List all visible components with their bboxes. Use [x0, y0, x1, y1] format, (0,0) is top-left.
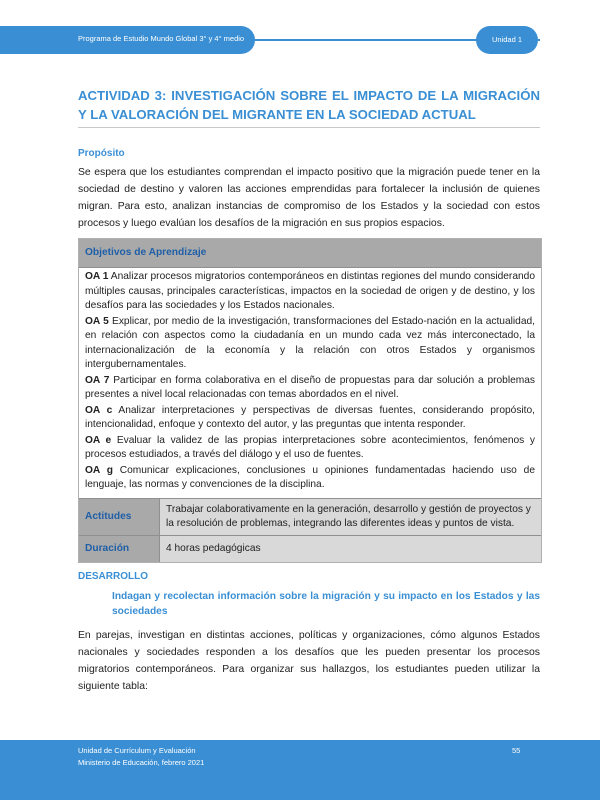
objective-item: [85, 434, 535, 463]
unit-badge: Unidad 1: [476, 26, 538, 54]
development-text: En parejas, investigan en distintas acciones, políticas y organizaciones, cómo algunos Estados nacionales y sociedades responden a los desafíos que les pueden presentar los procesos migratorios contemporáneos. Para organizar sus hallazgos, los estudiantes pueden utilizar la siguiente tabla:: [78, 630, 540, 692]
objective-text: Analizar interpretaciones y perspectivas de diversas fuentes, considerando propósito, intencionalidad, enfoque y contexto del autor, y las preguntas que intenta responder.: [85, 404, 535, 430]
objective-code: OA g: [85, 464, 113, 476]
duration-row: [79, 535, 541, 562]
attitudes-text: Trabajar colaborativamente en la generación, desarrollo y gestión de proyectos y la resolución de problemas, integrando las diferentes ideas y puntos de vista.: [160, 499, 541, 535]
activity-title: ACTIVIDAD 3: INVESTIGACIÓN SOBRE EL IMPACTO DE LA MIGRACIÓN Y LA VALORACIÓN DEL MIGRANTE EN LA SOCIEDAD ACTUAL: [78, 88, 540, 122]
objective-item: [85, 464, 535, 493]
duration-label: Duración: [79, 536, 160, 562]
title-divider: [78, 127, 540, 128]
objective-code: OA e: [85, 434, 112, 446]
objective-item: [85, 374, 535, 403]
footer-unit: Unidad de Currículum y Evaluación: [78, 746, 196, 755]
objectives-list: [79, 268, 541, 498]
objective-text: Analizar procesos migratorios contemporáneos en distintas regiones del mundo considerando múltiples causas, principales características, impactos en la sociedad de origen y de destino, y los desafíos para las sociedades y los Estados nacionales.: [85, 271, 535, 311]
objectives-heading: Objetivos de Aprendizaje: [79, 239, 541, 268]
objective-code: OA 5: [85, 315, 109, 327]
objective-code: OA 7: [85, 374, 110, 386]
objective-text: Explicar, por medio de la investigación, transformaciones del Estado-nación en la actualidad, en relación con aspectos como la ciudadanía en un mundo cada vez más interconectado, la internacionalización de la economía y la relación con otros Estados y organismos intergubernamentales.: [85, 315, 535, 370]
attitudes-row: [79, 498, 541, 535]
objectives-table: [78, 238, 542, 563]
objective-text: Participar en forma colaborativa en el diseño de propuestas para dar solución a problemas presentes a nivel local relacionadas con temas abordados en el nivel.: [85, 374, 536, 400]
objective-code: OA 1: [85, 271, 109, 282]
program-title: Programa de Estudio Mundo Global 3° y 4° medio: [78, 34, 245, 43]
footer-ministry: Ministerio de Educación, febrero 2021: [78, 758, 205, 767]
objective-text: Comunicar explicaciones, conclusiones u opiniones fundamentadas haciendo uso de lenguaje, las normas y convenciones de la disciplina.: [85, 464, 535, 490]
objective-item: [85, 270, 535, 314]
objective-item: [85, 315, 535, 373]
page-number: 55: [512, 746, 521, 755]
page-header: [0, 26, 600, 54]
purpose-text: Se espera que los estudiantes comprendan el impacto positivo que la migración puede tener en la sociedad de destino y valoren las acciones emprendidas para fortalecer la inclusión de quienes migran. Para esto, analizan instancias de compromiso de los Estados y la sociedad con estos procesos y luego evalúan los desafíos de la migración en sus propios espacios.: [78, 167, 540, 229]
development-subheading: Indagan y recolectan información sobre la migración y su impacto en los Estados y las sociedades: [112, 591, 540, 617]
page-footer: [0, 740, 600, 800]
duration-text: 4 horas pedagógicas: [160, 536, 541, 562]
development-heading: DESARROLLO: [78, 571, 148, 582]
objective-code: OA c: [85, 404, 113, 416]
attitudes-label: Actitudes: [79, 499, 160, 535]
purpose-heading: Propósito: [78, 148, 125, 159]
objective-text: Evaluar la validez de las propias interpretaciones sobre acontecimientos, fenómenos y procesos estudiados, a través del diálogo y el uso de fuentes.: [85, 434, 535, 460]
objective-item: [85, 404, 535, 433]
